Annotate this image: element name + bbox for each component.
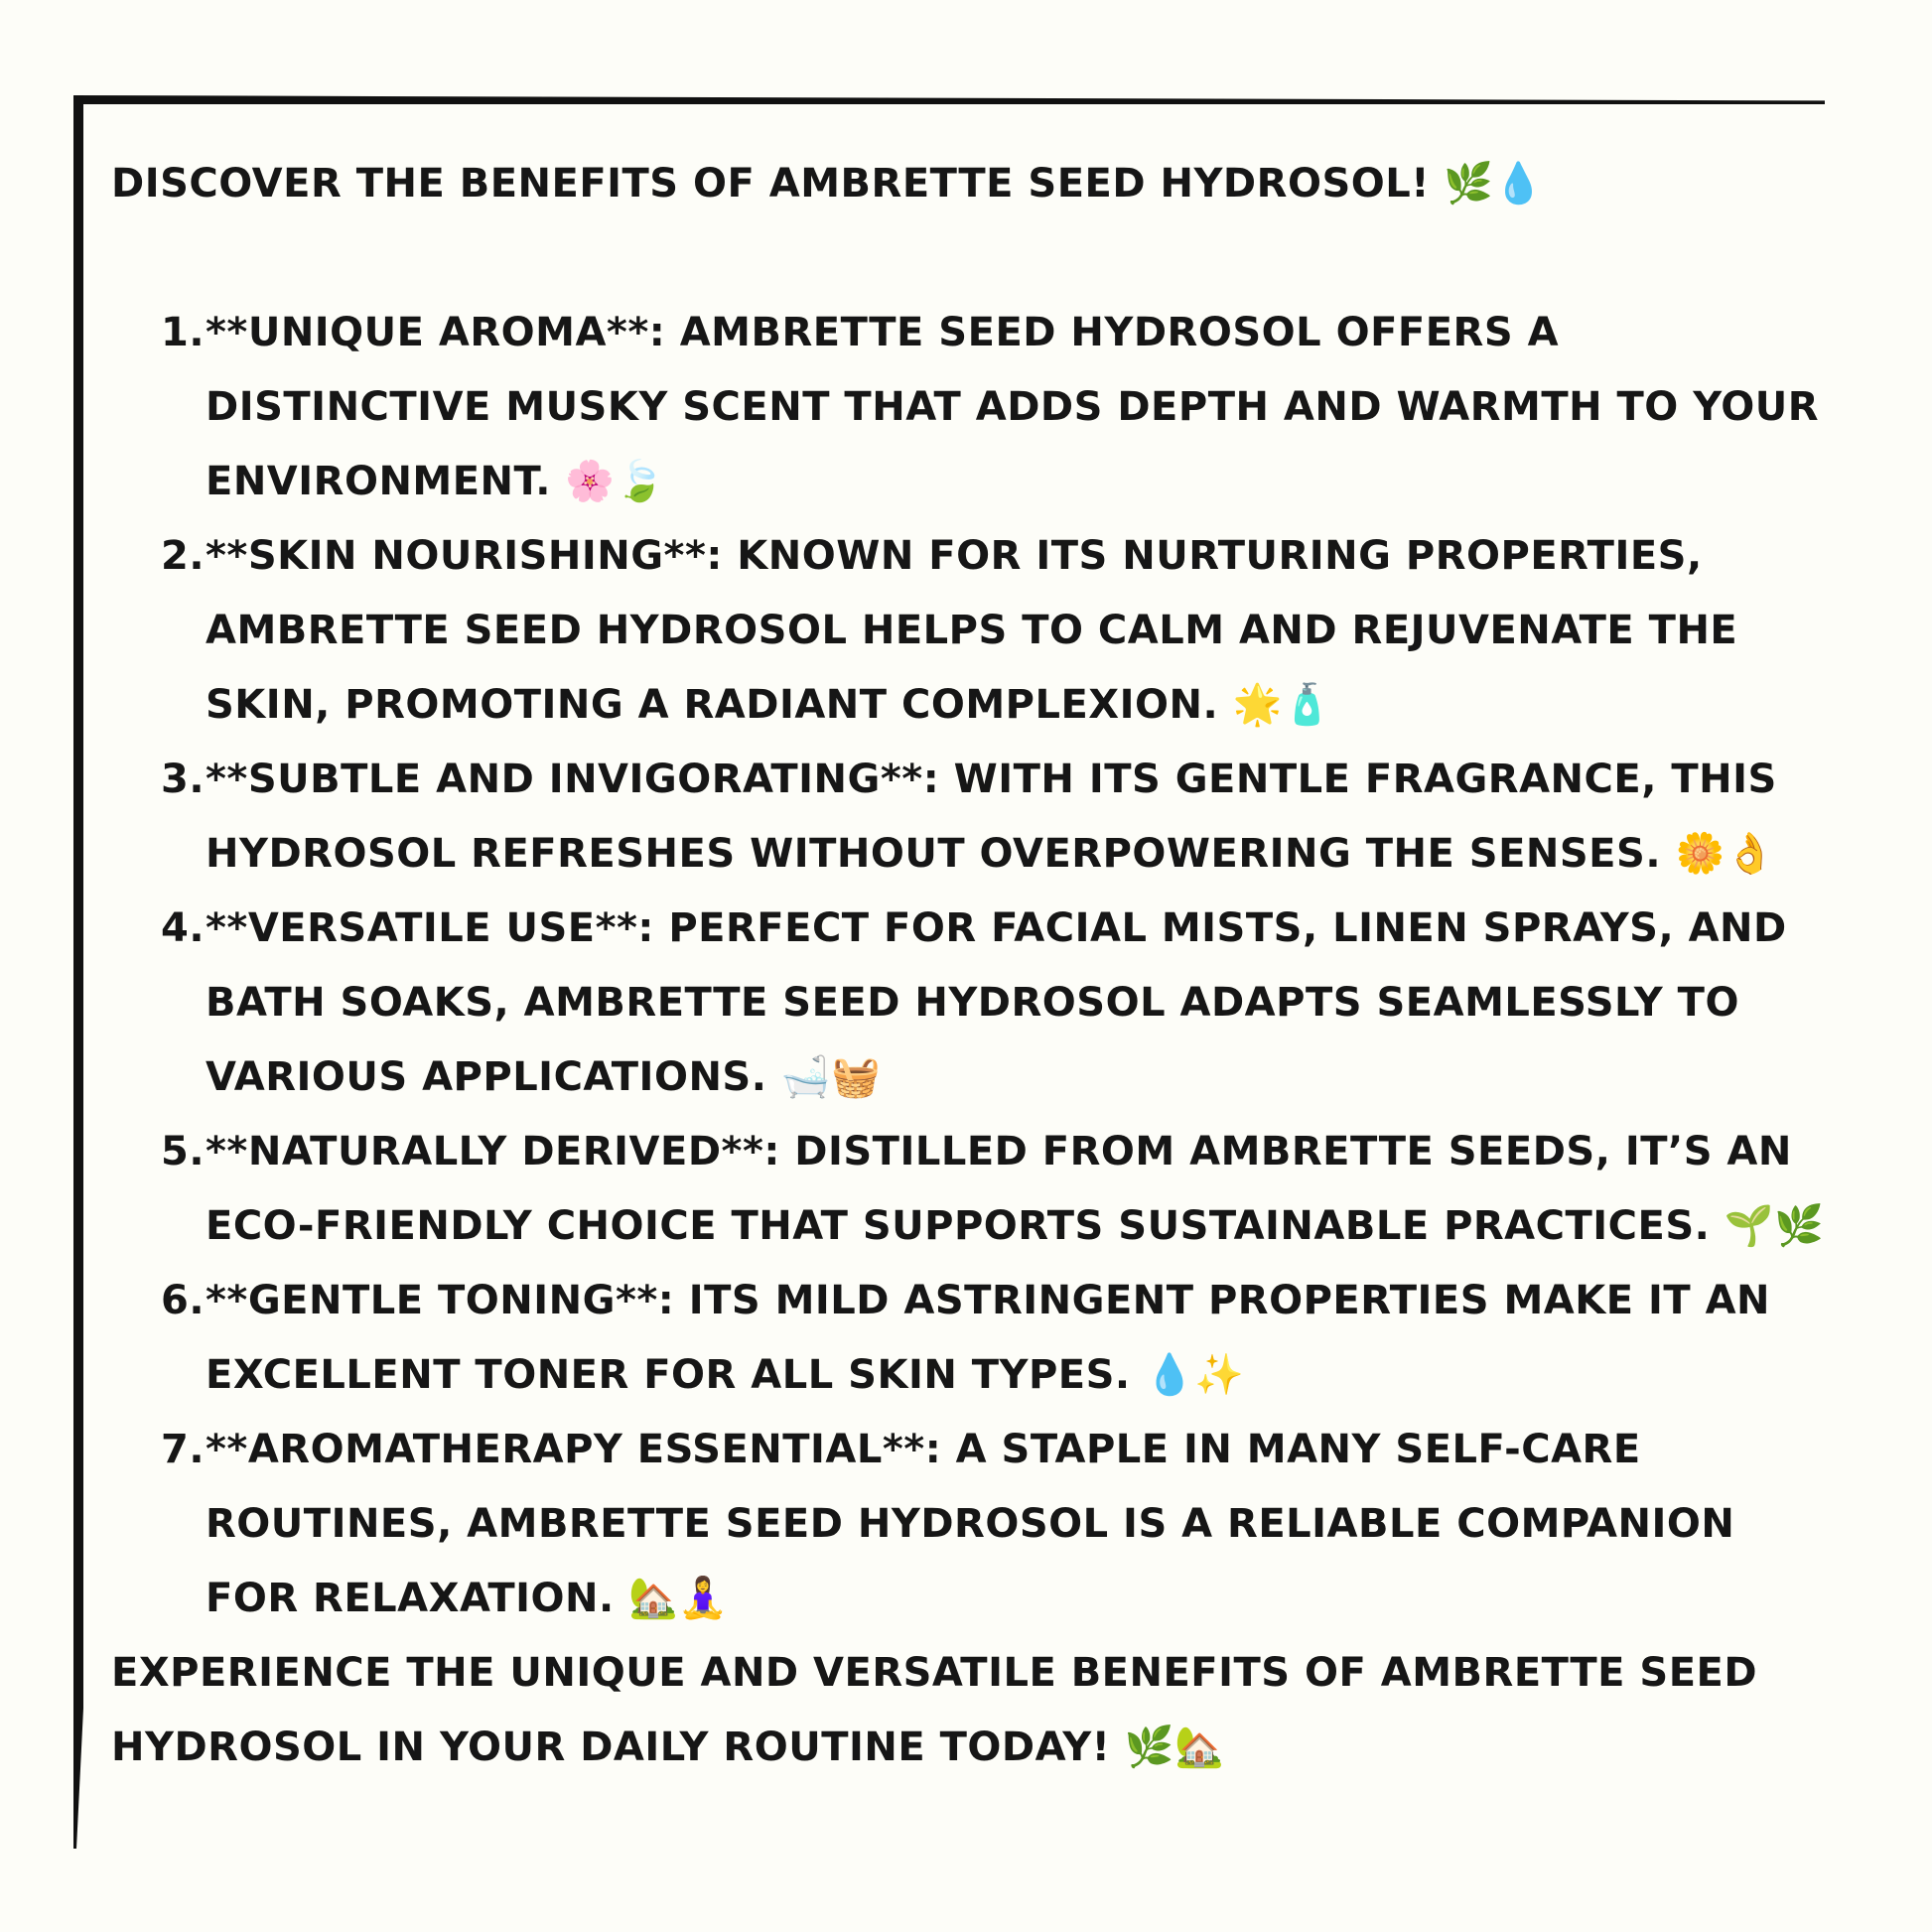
benefit-item bbox=[111, 1413, 1839, 1636]
closing-paragraph bbox=[111, 1636, 1839, 1785]
heading-text: DISCOVER THE BENEFITS OF AMBRETTE SEED HYDROSOL! bbox=[111, 161, 1430, 207]
benefit-text: **NATURALLY DERIVED**: DISTILLED FROM AMBRETTE SEEDS, IT’S AN ECO-FRIENDLY CHOICE THAT SUPPORTS SUSTAINABLE PRACTICES. bbox=[206, 1129, 1792, 1249]
benefit-item bbox=[111, 892, 1839, 1115]
benefit-item bbox=[111, 743, 1839, 892]
herb-droplet-emoji-icon: 🌿💧 bbox=[1444, 161, 1545, 207]
benefits-list bbox=[111, 296, 1839, 1636]
benefit-item bbox=[111, 519, 1839, 743]
frame-top-border bbox=[73, 95, 1825, 104]
house-meditation-emoji-icon: 🏡🧘‍♀️ bbox=[628, 1576, 729, 1621]
heading bbox=[111, 147, 1839, 221]
seedling-herb-emoji-icon: 🌱🌿 bbox=[1724, 1203, 1825, 1249]
benefit-number: 1. bbox=[161, 310, 206, 355]
benefit-number: 4. bbox=[161, 905, 206, 951]
blossom-leaf-emoji-icon: 🌸🍃 bbox=[565, 459, 665, 504]
benefit-number: 6. bbox=[161, 1278, 206, 1323]
benefit-text: **AROMATHERAPY ESSENTIAL**: A STAPLE IN MANY SELF-CARE ROUTINES, AMBRETTE SEED HYDROSOL IS A RELIABLE COMPANION FOR RELAXATION. bbox=[206, 1427, 1735, 1621]
benefit-text: **UNIQUE AROMA**: AMBRETTE SEED HYDROSOL OFFERS A DISTINCTIVE MUSKY SCENT THAT ADDS DEPTH AND WARMTH TO YOUR ENVIRONMENT. bbox=[206, 310, 1820, 504]
daisy-ok-hand-emoji-icon: 🌼👌 bbox=[1675, 831, 1776, 877]
benefit-text: **SKIN NOURISHING**: KNOWN FOR ITS NURTURING PROPERTIES, AMBRETTE SEED HYDROSOL HELPS TO CALM AND REJUVENATE THE SKIN, PROMOTING A RADIANT COMPLEXION. bbox=[206, 533, 1738, 728]
droplet-sparkles-emoji-icon: 💧✨ bbox=[1145, 1352, 1245, 1398]
post-content bbox=[111, 147, 1839, 1785]
benefit-text: **SUBTLE AND INVIGORATING**: WITH ITS GENTLE FRAGRANCE, THIS HYDROSOL REFRESHES WITHOUT OVERPOWERING THE SENSES. bbox=[206, 757, 1777, 877]
closing-text: EXPERIENCE THE UNIQUE AND VERSATILE BENEFITS OF AMBRETTE SEED HYDROSOL IN YOUR DAILY ROUTINE TODAY! bbox=[111, 1650, 1758, 1770]
benefit-number: 7. bbox=[161, 1427, 206, 1472]
frame-left-border bbox=[73, 95, 83, 1849]
benefit-item bbox=[111, 1115, 1839, 1264]
benefit-number: 2. bbox=[161, 533, 206, 579]
herb-house-emoji-icon: 🌿🏡 bbox=[1124, 1725, 1225, 1770]
spacer bbox=[111, 221, 1839, 296]
star-lotion-emoji-icon: 🌟🧴 bbox=[1232, 682, 1333, 728]
benefit-number: 5. bbox=[161, 1129, 206, 1174]
benefit-item bbox=[111, 296, 1839, 519]
bathtub-basket-emoji-icon: 🛁🧺 bbox=[780, 1054, 882, 1100]
benefit-text: **VERSATILE USE**: PERFECT FOR FACIAL MISTS, LINEN SPRAYS, AND BATH SOAKS, AMBRETTE SEED HYDROSOL ADAPTS SEAMLESSLY TO VARIOUS APPLICATIONS. bbox=[206, 905, 1787, 1100]
benefit-number: 3. bbox=[161, 757, 206, 802]
benefit-item bbox=[111, 1264, 1839, 1413]
benefit-text: **GENTLE TONING**: ITS MILD ASTRINGENT PROPERTIES MAKE IT AN EXCELLENT TONER FOR ALL SKIN TYPES. bbox=[206, 1278, 1770, 1398]
